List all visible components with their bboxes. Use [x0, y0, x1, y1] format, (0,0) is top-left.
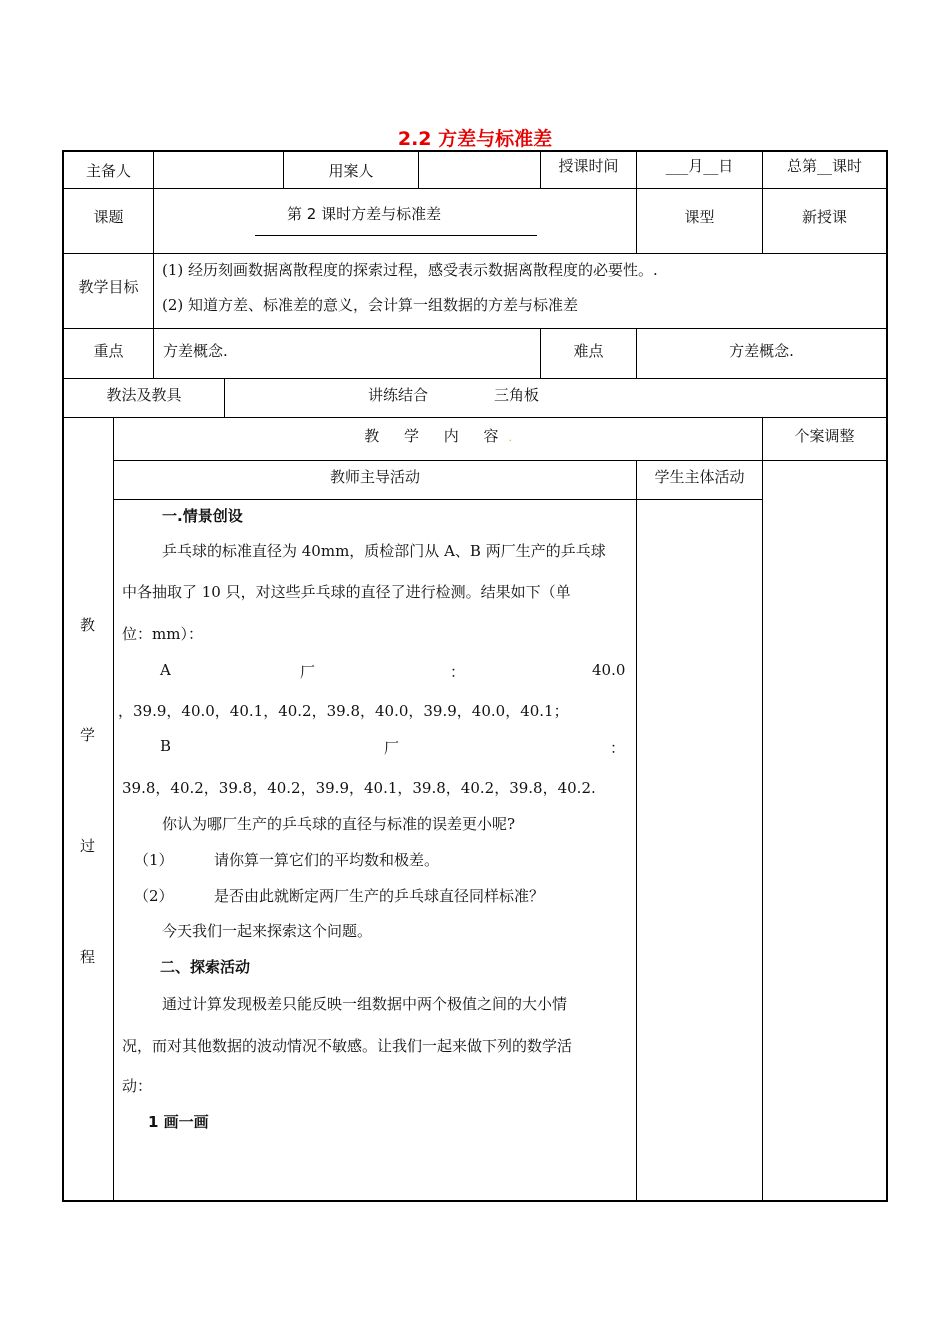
user-label: 用案人 [328, 162, 374, 180]
factory-b-colon: ： [610, 739, 626, 757]
preparer-label: 主备人 [85, 162, 131, 180]
document-title: 2.2 方差与标准差 [397, 128, 553, 150]
question-number: （1） [134, 851, 174, 869]
section-title: 一.情景创设 [162, 507, 243, 525]
subsection-title: 1 画一画 [148, 1113, 209, 1131]
methods-label: 教法及教具 [106, 386, 182, 404]
lesson-type-value: 新授课 [801, 208, 847, 226]
section-title: 二、探索活动 [160, 958, 251, 976]
factory-a-first-value: 40.0 [592, 661, 626, 679]
key-point-value: 方差概念. [163, 342, 228, 360]
key-point-label: 重点 [93, 342, 124, 360]
content-header-text: 教 学 内 容 [364, 427, 509, 445]
topic-label: 课题 [93, 208, 124, 226]
goal-item: (1) 经历刻画数据离散程度的探索过程，感受表示数据离散程度的必要性。. [162, 261, 658, 279]
process-side-char: 过 [80, 837, 96, 855]
question-text: 你认为哪厂生产的乒乓球的直径与标准的误差更小呢? [162, 815, 516, 833]
question-text: 请你算一算它们的平均数和极差。 [214, 851, 440, 869]
teacher-activity-header: 教师主导活动 [329, 468, 420, 486]
scenario-text: 中各抽取了 10 只，对这些乒乓球的直径了进行检测。结果如下（单 [122, 583, 571, 601]
teaching-method: 讲练结合 [368, 386, 429, 404]
factory-a-colon: ： [450, 663, 466, 681]
factory-a-data: ，39.9，40.0，40.1，40.2，39.8，40.0，39.9，40.0，40.1； [118, 702, 569, 720]
goal-item: (2) 知道方差、标准差的意义，会计算一组数据的方差与标准差 [162, 296, 579, 314]
question-number: （2） [134, 887, 174, 905]
exploration-text: 动： [122, 1077, 153, 1095]
process-side-char: 学 [80, 726, 96, 744]
factory-b-data: 39.8，40.2，39.8，40.2，39.9，40.1，39.8，40.2，39.8，40.2. [122, 779, 596, 797]
teaching-tool: 三角板 [494, 386, 540, 404]
process-side-char: 程 [80, 948, 96, 966]
factory-b-char: 厂 [384, 739, 400, 757]
factory-a-char: 厂 [300, 663, 316, 681]
goals-label: 教学目标 [78, 278, 139, 296]
difficult-point-value: 方差概念. [729, 342, 794, 360]
process-side-char: 教 [80, 616, 96, 634]
time-label: 授课时间 [558, 157, 619, 175]
factory-b-label: B [160, 737, 172, 755]
exploration-text: 通过计算发现极差只能反映一组数据中两个极值之间的大小情 [162, 995, 568, 1013]
topic-value: 第 2 课时方差与标准差 [287, 205, 442, 223]
student-activity-header: 学生主体活动 [654, 468, 745, 486]
exploration-text: 况，而对其他数据的波动情况不敏感。让我们一起来做下列的数学活 [122, 1037, 573, 1055]
adjust-header: 个案调整 [794, 427, 855, 445]
question-text: 是否由此就断定两厂生产的乒乓球直径同样标准？ [214, 887, 545, 905]
scenario-text: 位：mm）： [122, 625, 203, 643]
content-header: 教 学 内 容. [364, 427, 512, 445]
date-field: ___月__日 [665, 157, 734, 175]
difficult-point-label: 难点 [573, 342, 604, 360]
intro-text: 今天我们一起来探索这个问题。 [162, 922, 373, 940]
lesson-count: 总第__课时 [786, 157, 862, 175]
lesson-type-label: 课型 [684, 208, 715, 226]
factory-a-label: A [160, 661, 171, 679]
scenario-text: 乒乓球的标准直径为 40mm，质检部门从 A、B 两厂生产的乒乓球 [162, 542, 606, 560]
